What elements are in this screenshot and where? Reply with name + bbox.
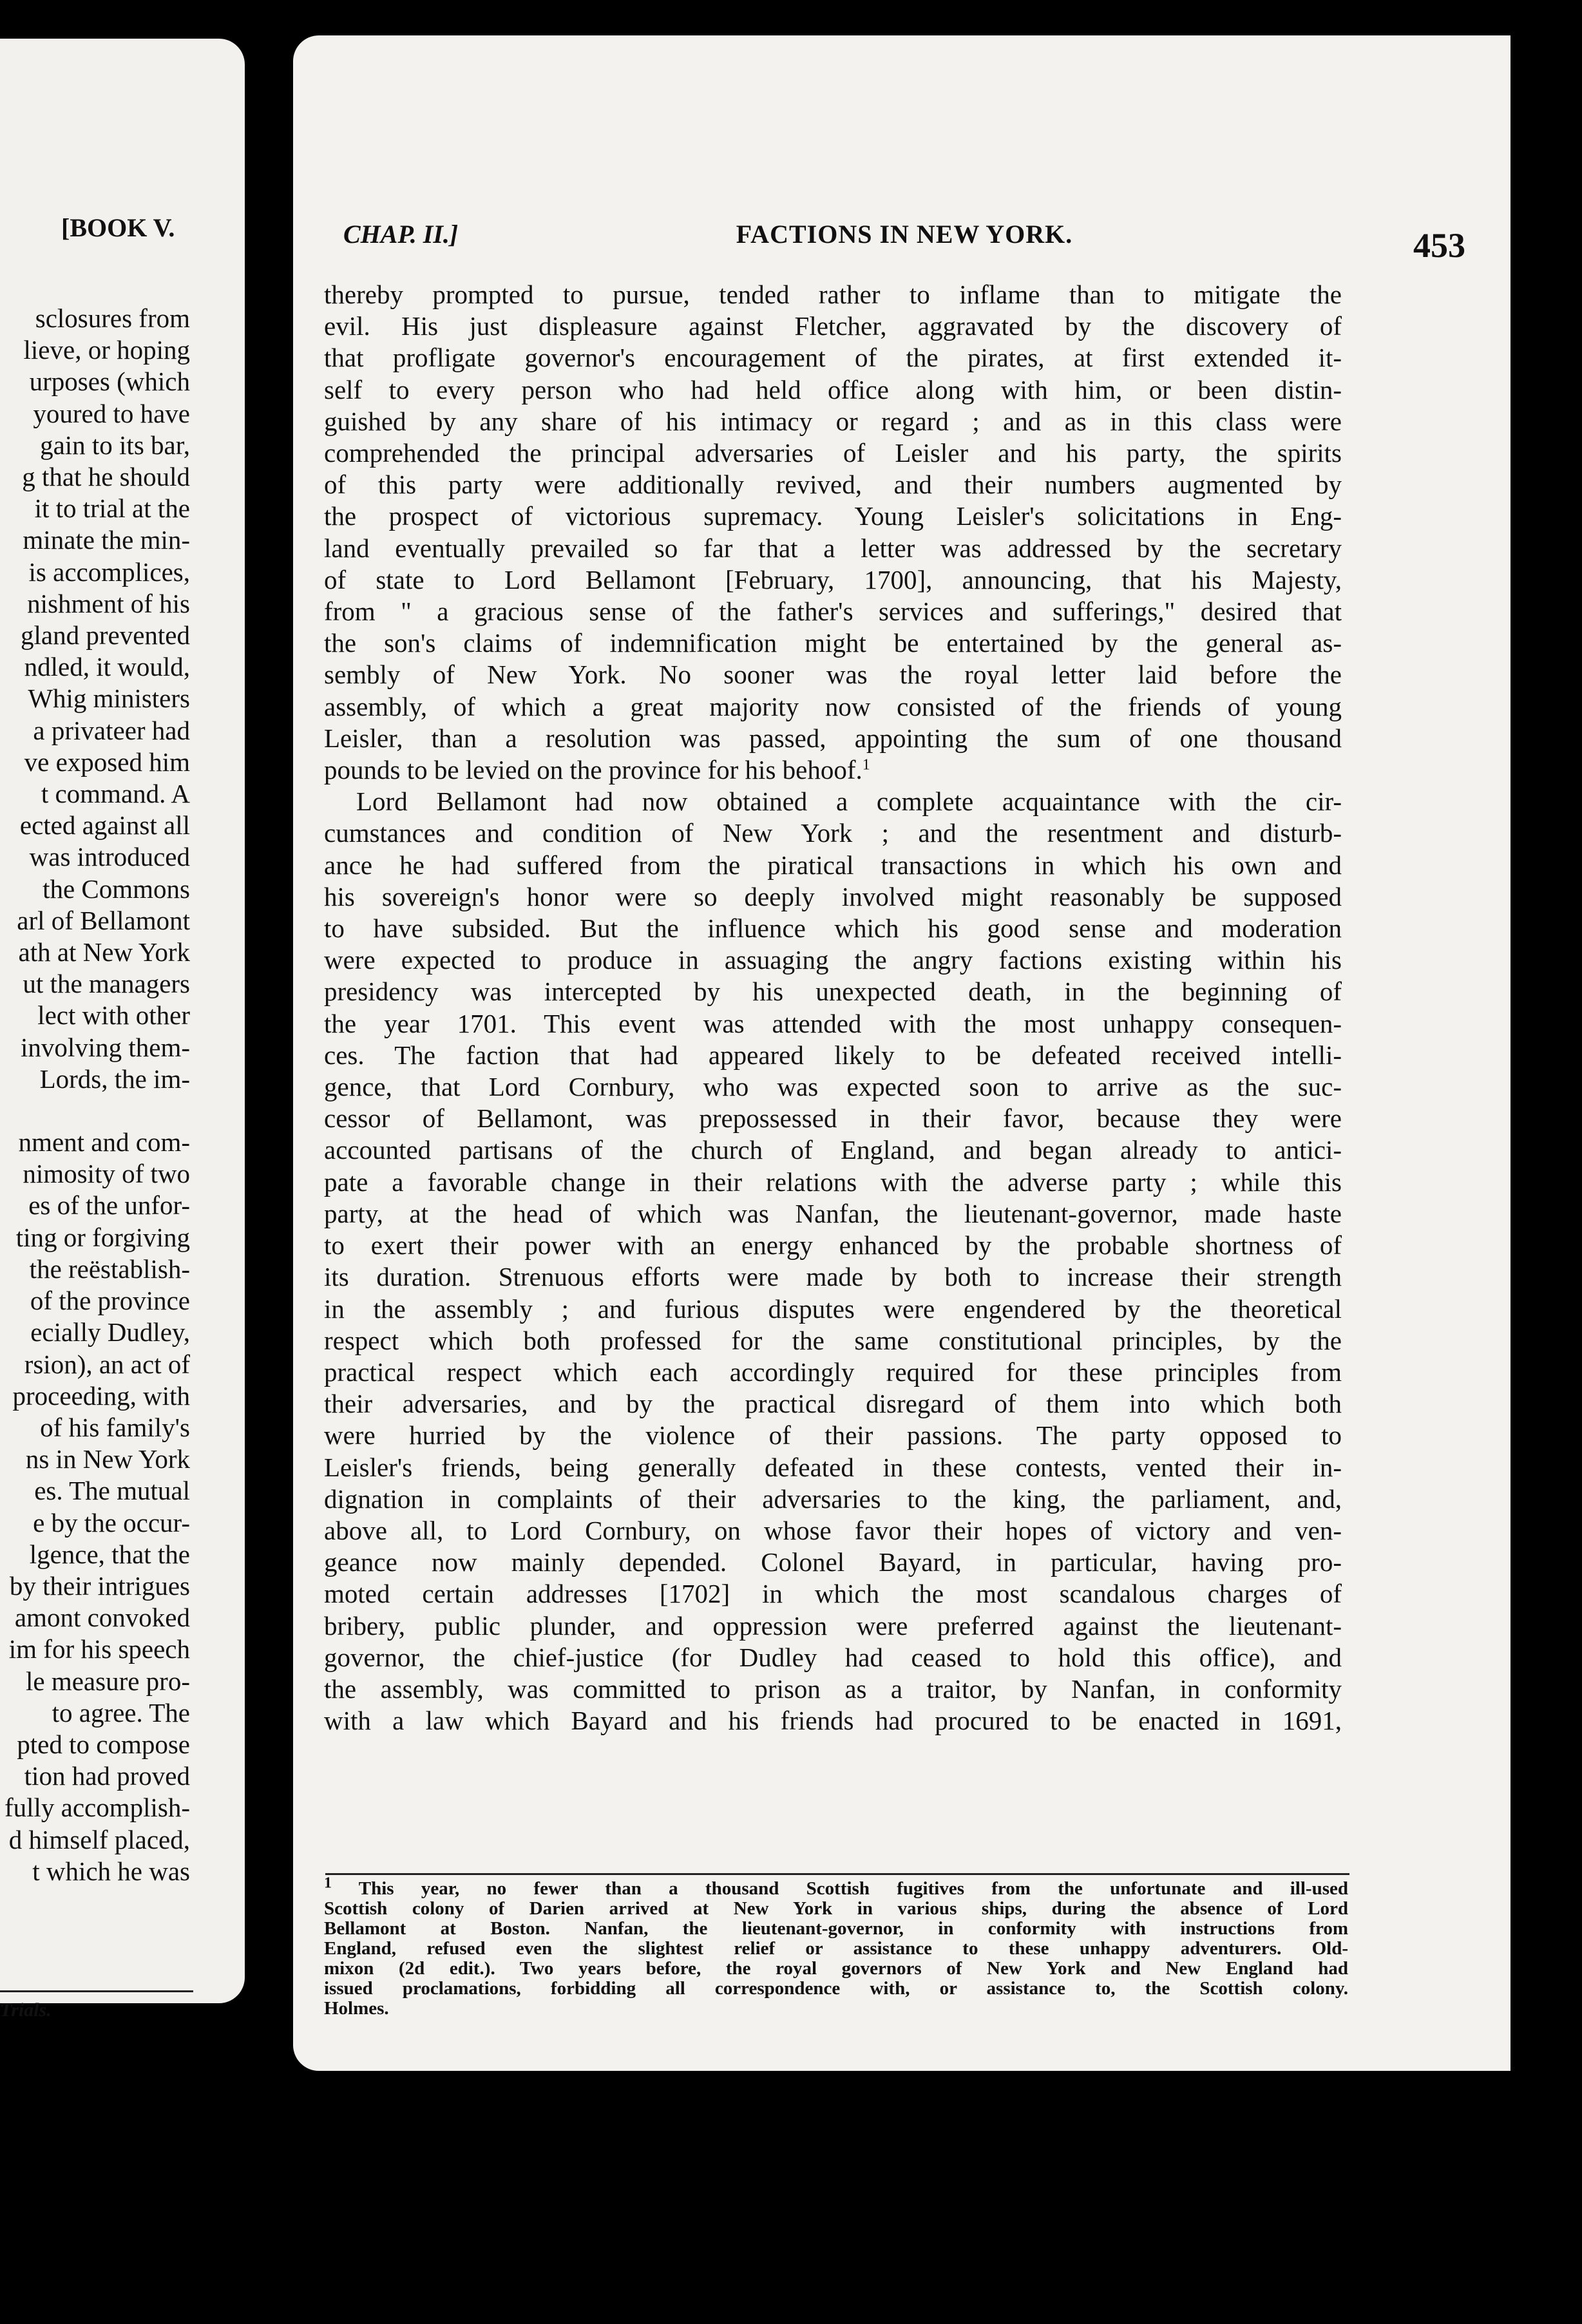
text-line: self to every person who had held office along with him, or been distin- — [324, 374, 1342, 405]
footnote-number: 1 — [324, 1874, 332, 1892]
text-line: the year 1701. This event was attended with the most unhappy consequen- — [324, 1008, 1342, 1038]
chapter-label: CHAP. II.] — [343, 220, 459, 249]
facing-line: lect with other — [37, 1000, 190, 1031]
text-line: in the assembly ; and furious disputes were engendered by the theoretical — [324, 1293, 1342, 1324]
text-line: party, at the head of which was Nanfan, the lieutenant-governor, made haste — [324, 1198, 1342, 1228]
text-line: bribery, public plunder, and oppression were preferred against the lieutenant- — [324, 1610, 1342, 1641]
text-line: were expected to produce in assuaging the angry factions existing within his — [324, 945, 1342, 975]
text-line: assembly, of which a great majority now consisted of the friends of young — [324, 691, 1342, 721]
text-line: cumstances and condition of New York ; and the resentment and disturb- — [324, 818, 1342, 848]
text-line: presidency was intercepted by his unexpected death, in the beginning of — [324, 976, 1342, 1007]
facing-line: pted to compose — [17, 1729, 190, 1759]
facing-page-text — [5, 303, 190, 1887]
facing-line: Lords, the im- — [39, 1063, 190, 1094]
text-line: Lord Bellamont had now obtained a complete acquaintance with the cir- — [356, 786, 1342, 817]
facing-line: gain to its bar, — [40, 430, 190, 460]
text-line: above all, to Lord Cornbury, on whose favor their hopes of victory and ven- — [324, 1515, 1342, 1545]
footnote-rule — [325, 1873, 1349, 1875]
facing-line: nimosity of two — [23, 1159, 190, 1189]
text-line: the son's claims of indemnification might be entertained by the general as- — [324, 628, 1342, 658]
facing-line: of the province — [30, 1286, 190, 1316]
text-line: its duration. Strenuous efforts were made by both to increase their strength — [324, 1262, 1342, 1292]
text-line: evil. His just displeasure against Fletcher, aggravated by the discovery of — [324, 311, 1342, 341]
facing-line: le measure pro- — [26, 1666, 190, 1696]
facing-line: ting or forgiving — [15, 1222, 190, 1252]
facing-line: lieve, or hoping — [23, 335, 190, 365]
text-line: to have subsided. But the influence which his good sense and moderation — [324, 913, 1342, 944]
text-line: that profligate governor's encouragement of the pirates, at first extended it- — [324, 343, 1342, 373]
text-line: governor, the chief-justice (for Dudley had ceased to hold this office), and — [324, 1642, 1342, 1672]
text-line — [324, 754, 1342, 786]
facing-line: proceeding, with — [12, 1380, 190, 1411]
facing-line: by their intrigues — [9, 1570, 190, 1601]
running-header — [343, 219, 1465, 264]
facing-line: im for his speech — [8, 1634, 190, 1664]
facing-line: nment and com- — [18, 1127, 190, 1157]
facing-line: involving them- — [20, 1032, 190, 1062]
text-line: practical respect which each accordingly required for these principles from — [324, 1357, 1342, 1387]
facing-line: amont convoked — [14, 1603, 190, 1633]
facing-line: youred to have — [33, 398, 190, 428]
facing-line: ns in New York — [25, 1444, 190, 1474]
text-line: ance he had suffered from the piratical transactions in which his own and — [324, 850, 1342, 880]
text-line: pate a favorable change in their relations with the adverse party ; while this — [324, 1167, 1342, 1197]
facing-line: ndled, it would, — [24, 652, 190, 682]
page — [293, 35, 1511, 2071]
facing-line: to agree. The — [52, 1697, 190, 1728]
facing-line: is accomplices, — [28, 557, 190, 587]
facing-line: nishment of his — [27, 588, 190, 618]
text-line: the prospect of victorious supremacy. Young Leisler's solicitations in Eng- — [324, 501, 1342, 531]
footnote-line: Scottish colony of Darien arrived at New York in various ships, during the absence of Lord — [324, 1898, 1348, 1919]
facing-line: it to trial at the — [34, 493, 190, 524]
facing-line: lgence, that the — [29, 1539, 190, 1569]
facing-line: fully accomplish- — [4, 1793, 190, 1823]
facing-line: e by the occur- — [33, 1507, 190, 1538]
text-line: respect which both professed for the same constitutional principles, by the — [324, 1325, 1342, 1355]
footnote-line: England, refused even the slightest relief or assistance to these unhappy adventurers. Old- — [324, 1938, 1348, 1959]
facing-line: of his family's — [40, 1412, 190, 1442]
facing-line: gland prevented — [21, 620, 190, 651]
text-line: gence, that Lord Cornbury, who was expected soon to arrive as the suc- — [324, 1072, 1342, 1102]
facing-line: es of the unfor- — [28, 1190, 190, 1221]
facing-line: tion had proved — [24, 1761, 190, 1791]
text-line: sembly of New York. No sooner was the royal letter laid before the — [324, 660, 1342, 690]
facing-line: sclosures from — [35, 303, 190, 333]
facing-line: the reëstablish- — [29, 1253, 190, 1284]
text-line: Leisler, than a resolution was passed, appointing the sum of one thousand — [324, 723, 1342, 753]
text-line: cessor of Bellamont, was prepossessed in their favor, because they were — [324, 1103, 1342, 1134]
facing-line: urposes (which — [29, 367, 190, 397]
text-line: his sovereign's honor were so deeply involved might reasonably be supposed — [324, 881, 1342, 911]
facing-line: minate the min- — [23, 525, 190, 555]
footnote-line: issued proclamations, forbidding all correspondence with, or assistance to, the Scottish colony. — [324, 1978, 1348, 1999]
text-line: their adversaries, and by the practical disregard of them into which both — [324, 1389, 1342, 1419]
facing-footnote-rule — [0, 1990, 193, 1992]
running-title: FACTIONS IN NEW YORK. — [736, 220, 1073, 249]
page-number: 453 — [1413, 226, 1465, 265]
footnote-line: mixon (2d edit.). Two years before, the royal governors of New York and New England had — [324, 1958, 1348, 1979]
text-line: dignation in complaints of their adversaries to the king, the parliament, and, — [324, 1483, 1342, 1514]
text-line: were hurried by the violence of their passions. The party opposed to — [324, 1420, 1342, 1451]
text-line: accounted partisans of the church of England, and began already to antici- — [324, 1135, 1342, 1165]
text-line: to exert their power with an energy enhanced by the probable shortness of — [324, 1230, 1342, 1261]
facing-line: ve exposed him — [24, 747, 190, 777]
facing-line: ected against all — [19, 810, 190, 841]
facing-line: ath at New York — [18, 937, 190, 967]
text-line: the assembly, was committed to prison as a traitor, by Nanfan, in conformity — [324, 1673, 1342, 1704]
text-line: thereby prompted to pursue, tended rather to inflame than to mitigate the — [324, 280, 1342, 309]
text-line: moted certain addresses [1702] in which the most scandalous charges of — [324, 1579, 1342, 1609]
facing-page — [0, 39, 245, 2021]
facing-line: ut the managers — [23, 969, 190, 999]
facing-line: g that he should — [22, 462, 190, 492]
facing-line: t command. A — [41, 779, 190, 809]
facing-line: was introduced — [29, 842, 190, 872]
footnote-line-content: This year, no fewer than a thousand Scottish fugitives from the unfortunate and ill-used — [358, 1878, 1348, 1899]
facing-line: arl of Bellamont — [17, 905, 190, 935]
text-line: land eventually prevailed so far that a letter was addressed by the secretary — [324, 533, 1342, 563]
facing-line: a privateer had — [33, 715, 190, 745]
text-line: Leisler's friends, being generally defeated in these contests, vented their in- — [324, 1452, 1342, 1482]
footnote-line: Holmes. — [324, 1998, 389, 2019]
facing-footnote: Trials. — [0, 1999, 52, 2021]
text-line: comprehended the principal adversaries of Leisler and his party, the spirits — [324, 438, 1342, 468]
footnote-line: Bellamont at Boston. Nanfan, the lieutenant-governor, in conformity with instructions from — [324, 1918, 1348, 1939]
facing-line: rsion), an act of — [24, 1349, 190, 1379]
footnote-reference[interactable]: 1 — [862, 756, 870, 774]
text-line-content: pounds to be levied on the province for his behoof. — [324, 755, 862, 785]
text-line: of this party were additionally revived, and their numbers augmented by — [324, 470, 1342, 500]
body-text — [324, 279, 1342, 1737]
text-line: geance now mainly depended. Colonel Bayard, in particular, having pro- — [324, 1547, 1342, 1577]
facing-line: d himself placed, — [8, 1824, 190, 1854]
text-line: with a law which Bayard and his friends had procured to be enacted in 1691, — [324, 1706, 1342, 1736]
facing-line: the Commons — [43, 873, 190, 904]
facing-line: Whig ministers — [28, 683, 190, 714]
text-line: of state to Lord Bellamont [February, 1700], announcing, that his Majesty, — [324, 564, 1342, 595]
text-line: guished by any share of his intimacy or regard ; and as in this class were — [324, 406, 1342, 436]
facing-page-header: [BOOK V. — [61, 213, 175, 242]
facing-line: t which he was — [32, 1856, 190, 1886]
footnote — [324, 1874, 1348, 2019]
text-line: from " a gracious sense of the father's services and sufferings," desired that — [324, 596, 1342, 627]
text-line: ces. The faction that had appeared likely to be defeated received intelli- — [324, 1040, 1342, 1070]
facing-line: es. The mutual — [34, 1476, 190, 1506]
facing-line — [5, 1095, 190, 1127]
footnote-line — [324, 1874, 1348, 1899]
facing-line: ecially Dudley, — [30, 1317, 190, 1348]
